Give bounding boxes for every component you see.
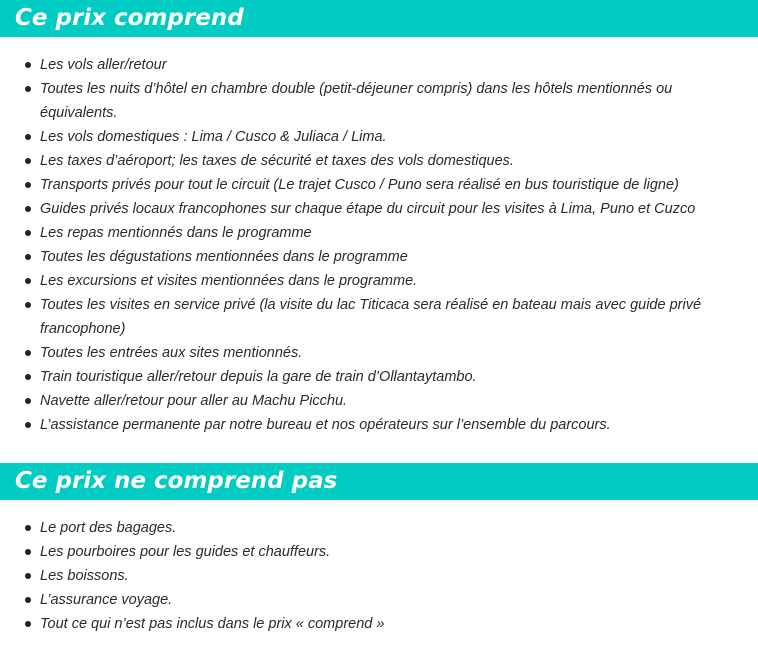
list-item-text: Les vols domestiques : Lima / Cusco & Juliaca / Lima. — [40, 129, 387, 145]
excluded-title: Ce prix ne comprend pas — [0, 463, 758, 500]
bullet-icon — [25, 525, 31, 531]
list-item — [0, 389, 758, 413]
bullet-icon — [25, 302, 31, 308]
list-item — [0, 612, 758, 636]
list-item — [0, 588, 758, 612]
list-item — [0, 221, 758, 245]
bullet-icon — [25, 206, 31, 212]
list-item-text: Le port des bagages. — [40, 520, 177, 536]
list-item-text: Les taxes d’aéroport; les taxes de sécurité et taxes des vols domestiques. — [40, 153, 514, 169]
list-item-text: Tout ce qui n’est pas inclus dans le prix « comprend » — [40, 616, 385, 632]
list-item-text: L’assurance voyage. — [40, 592, 173, 608]
bullet-icon — [25, 422, 31, 428]
list-item — [0, 173, 758, 197]
bullet-icon — [25, 254, 31, 260]
list-item — [0, 365, 758, 389]
list-item — [0, 293, 758, 341]
list-item-text: Les repas mentionnés dans le programme — [40, 225, 312, 241]
list-item — [0, 197, 758, 221]
list-item-text: Les excursions et visites mentionnées dans le programme. — [40, 273, 418, 289]
list-item-text: Toutes les nuits d’hôtel en chambre double (petit-déjeuner compris) dans les hôtels mentionnés ou équivalents. — [40, 81, 673, 121]
list-item — [0, 149, 758, 173]
bullet-icon — [25, 549, 31, 555]
bullet-icon — [25, 62, 31, 68]
list-item-text: L’assistance permanente par notre bureau et nos opérateurs sur l’ensemble du parcours. — [40, 417, 611, 433]
list-item-text: Les boissons. — [40, 568, 129, 584]
excluded-list — [0, 516, 758, 636]
list-item — [0, 341, 758, 365]
list-item — [0, 77, 758, 125]
bullet-icon — [25, 134, 31, 140]
list-item-text: Train touristique aller/retour depuis la gare de train d’Ollantaytambo. — [40, 369, 477, 385]
list-item-text: Les vols aller/retour — [40, 57, 167, 73]
bullet-icon — [25, 86, 31, 92]
list-item — [0, 125, 758, 149]
excluded-section — [0, 463, 758, 636]
list-item — [0, 413, 758, 437]
bullet-icon — [25, 398, 31, 404]
list-item — [0, 516, 758, 540]
list-item-text: Guides privés locaux francophones sur chaque étape du circuit pour les visites à Lima, Puno et Cuzco — [40, 201, 696, 217]
bullet-icon — [25, 597, 31, 603]
list-item — [0, 269, 758, 293]
bullet-icon — [25, 374, 31, 380]
list-item — [0, 564, 758, 588]
list-item-text: Les pourboires pour les guides et chauffeurs. — [40, 544, 331, 560]
list-item-text: Toutes les dégustations mentionnées dans le programme — [40, 249, 408, 265]
list-item — [0, 53, 758, 77]
included-list — [0, 53, 758, 437]
list-item — [0, 540, 758, 564]
bullet-icon — [25, 230, 31, 236]
bullet-icon — [25, 350, 31, 356]
list-item — [0, 245, 758, 269]
bullet-icon — [25, 573, 31, 579]
bullet-icon — [25, 182, 31, 188]
list-item-text: Navette aller/retour pour aller au Machu Picchu. — [40, 393, 348, 409]
included-title: Ce prix comprend — [0, 0, 758, 37]
bullet-icon — [25, 278, 31, 284]
list-item-text: Toutes les entrées aux sites mentionnés. — [40, 345, 303, 361]
bullet-icon — [25, 158, 31, 164]
list-item-text: Toutes les visites en service privé (la visite du lac Titicaca sera réalisé en bateau mais avec guide privé francophone) — [40, 297, 702, 337]
list-item-text: Transports privés pour tout le circuit (Le trajet Cusco / Puno sera réalisé en bus touristique de ligne) — [40, 177, 679, 193]
bullet-icon — [25, 621, 31, 627]
